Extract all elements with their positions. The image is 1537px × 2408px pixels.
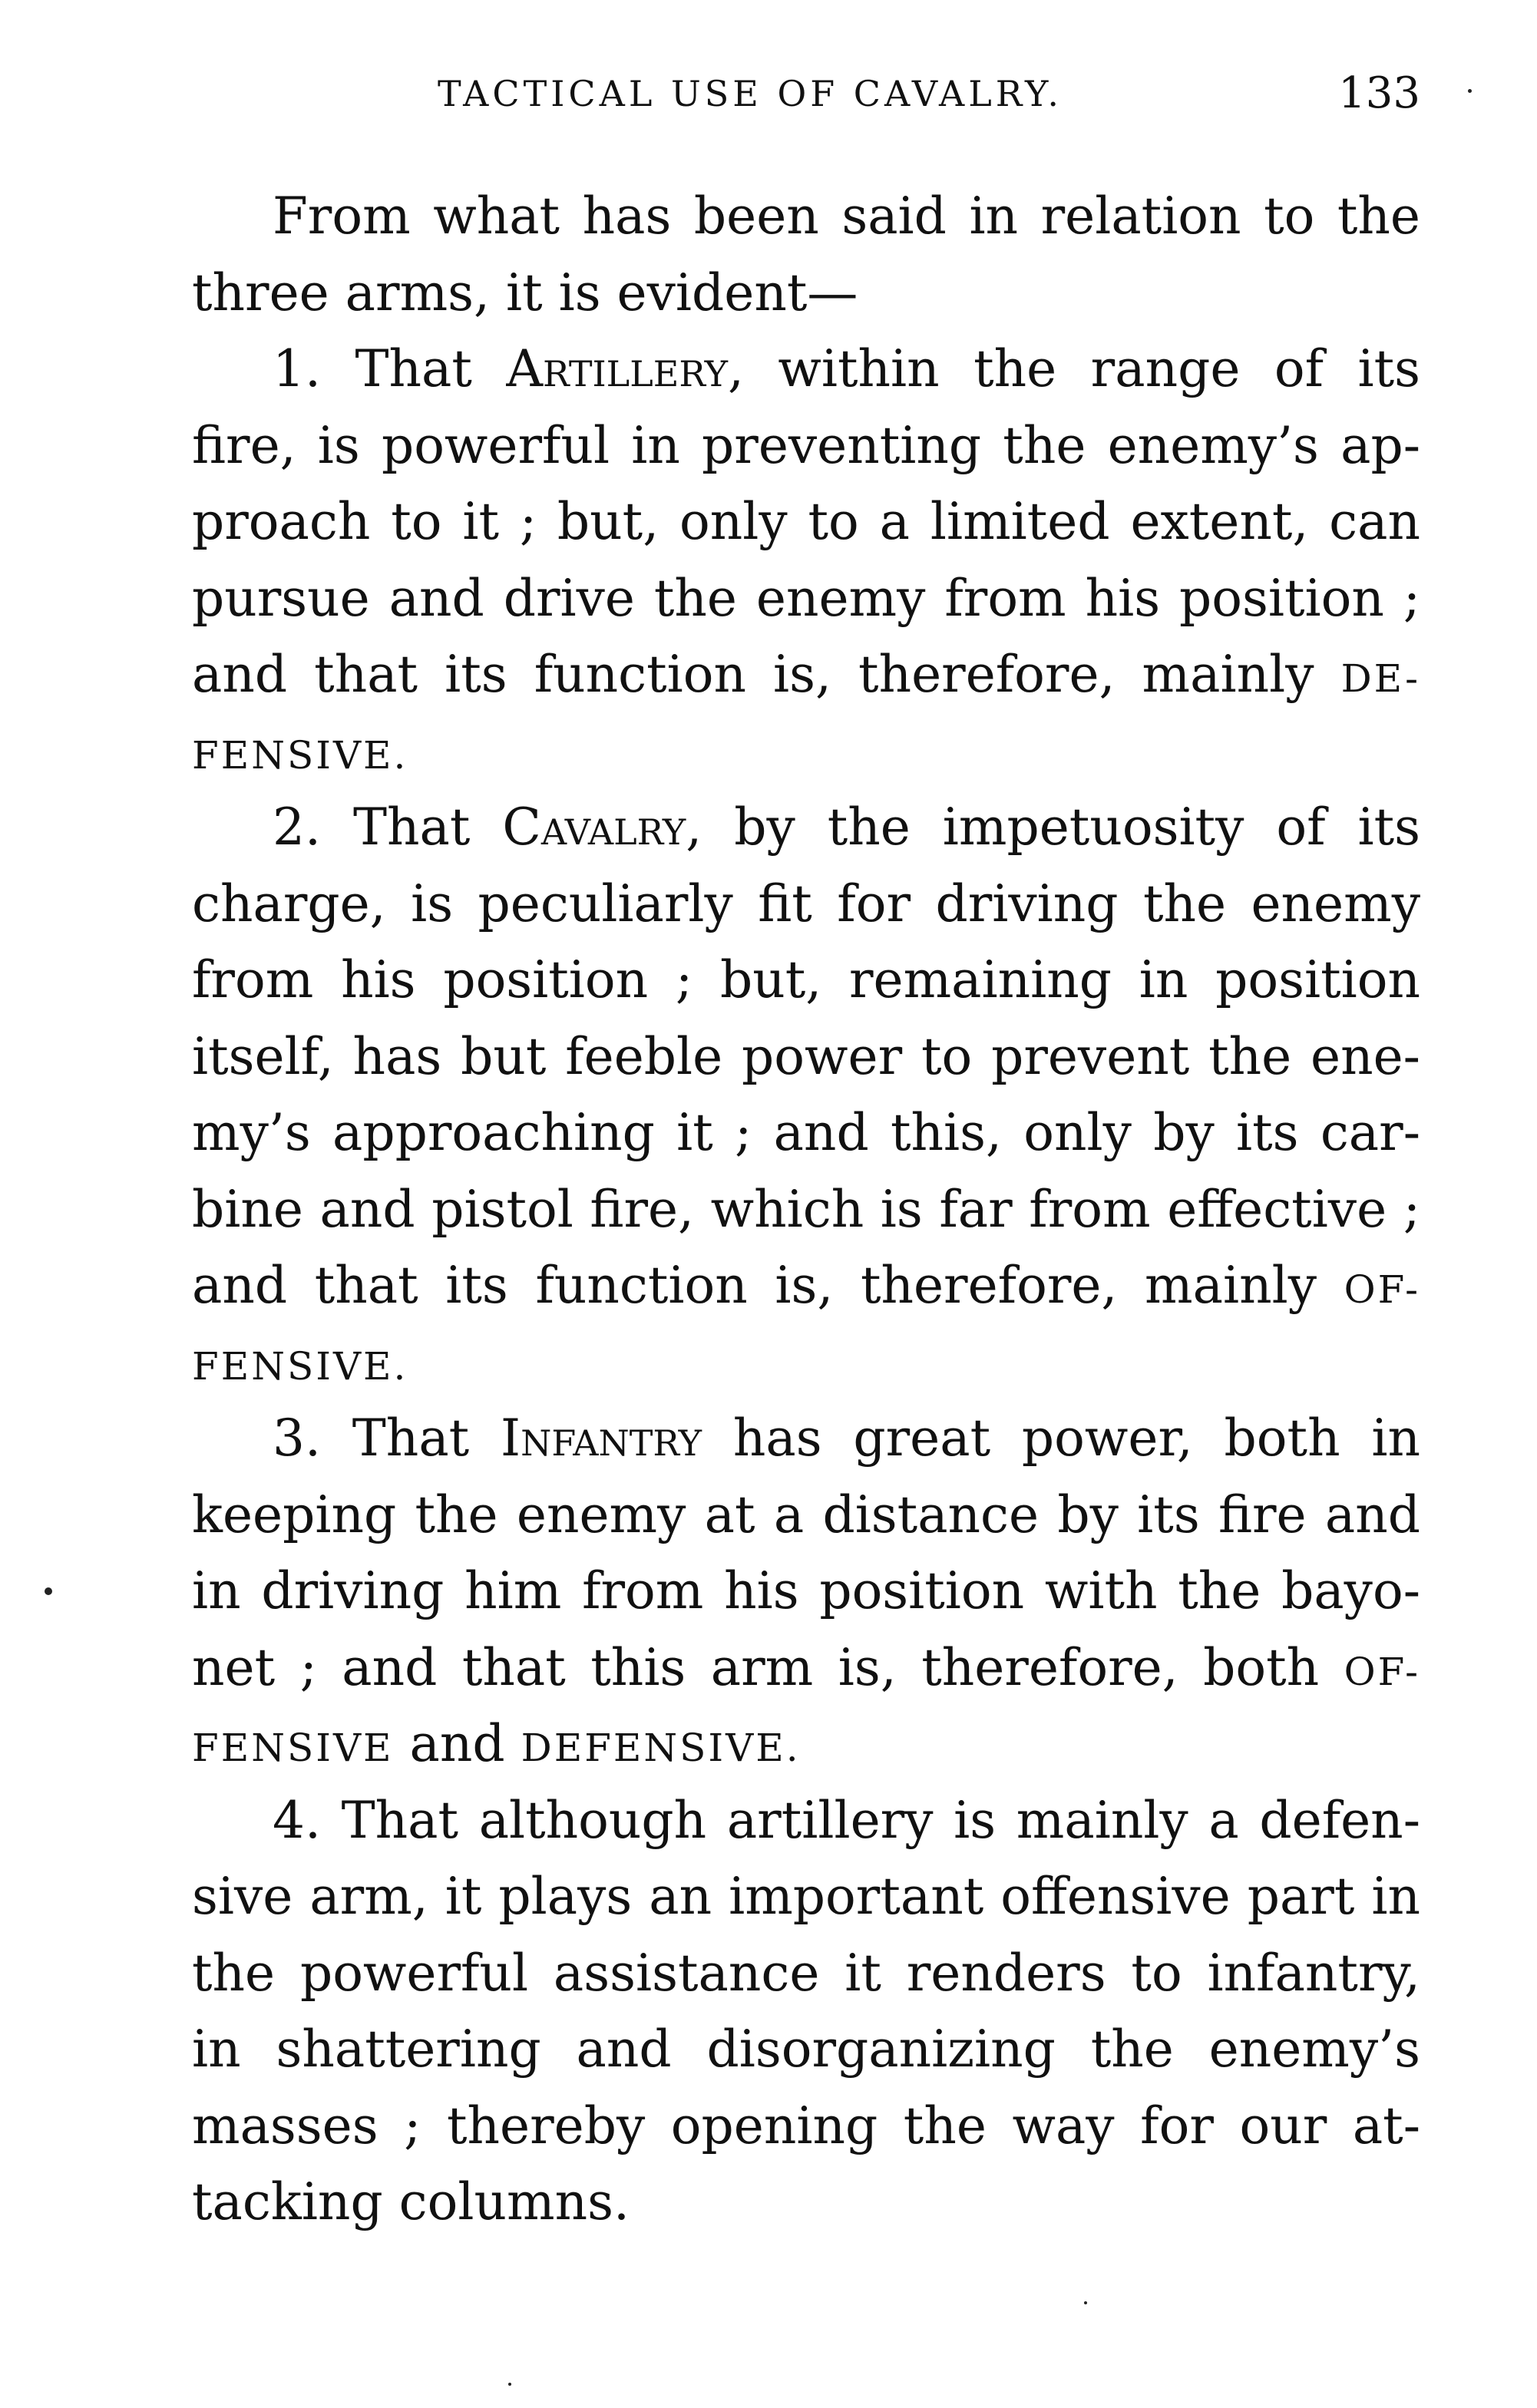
text-line xyxy=(192,636,1420,713)
text-line-rest: has great power, both in xyxy=(702,1409,1421,1468)
text-line: masses ; thereby opening the way for our at- xyxy=(192,2096,1420,2155)
text-line xyxy=(192,1400,1420,1477)
term-offensive-tail: FENSIVE xyxy=(192,1726,394,1770)
text-line: bine and pistol fire, which is far from effective ; xyxy=(192,1179,1420,1239)
text-line xyxy=(192,789,1420,866)
text-line: charge, is peculiarly fit for driving the enemy xyxy=(192,874,1420,933)
print-speck xyxy=(1468,89,1472,93)
text-line-main: and that its function is, therefore, mainly xyxy=(192,1256,1317,1315)
text-and: and xyxy=(393,1714,521,1773)
body-text xyxy=(192,178,1420,2241)
text-line: sive arm, it plays an important offensive part in xyxy=(192,1867,1420,1926)
term-artillery: Artillery xyxy=(506,339,728,398)
term-cavalry: Cavalry xyxy=(502,798,686,857)
term-offensive-break: OF- xyxy=(1344,1267,1420,1312)
text-line-lead: 3. That xyxy=(273,1409,470,1468)
text-line xyxy=(192,713,1420,790)
text-line xyxy=(192,331,1420,408)
text-line-main: and that its function is, therefore, mainly xyxy=(192,645,1314,704)
text-line-rest: , within the range of its xyxy=(727,339,1420,398)
term-defensive-break: DE- xyxy=(1340,656,1420,701)
text-line: the powerful assistance it renders to infantry, xyxy=(192,1943,1420,2003)
text-line-rest: , by the impetuosity of its xyxy=(686,798,1420,857)
text-line: From what has been said in relation to the xyxy=(273,187,1420,246)
text-line: pursue and drive the enemy from his position ; xyxy=(192,568,1420,628)
term-defensive: DEFENSIVE. xyxy=(521,1726,801,1770)
text-line: three arms, it is evident— xyxy=(192,263,858,322)
print-speck xyxy=(508,2383,511,2386)
text-line-lead: 1. That xyxy=(273,339,472,398)
term-infantry: Infantry xyxy=(501,1409,702,1468)
print-speck xyxy=(45,1587,52,1595)
text-line: in driving him from his position with the bayo- xyxy=(192,1561,1420,1620)
term-offensive-tail: FENSIVE. xyxy=(192,1343,408,1389)
text-line: from his position ; but, remaining in position xyxy=(192,950,1420,1009)
page-number: 133 xyxy=(1338,68,1420,118)
text-line: tacking columns. xyxy=(192,2172,630,2231)
text-line: proach to it ; but, only to a limited extent, can xyxy=(192,492,1420,551)
text-line: itself, has but feeble power to prevent the ene- xyxy=(192,1026,1420,1086)
term-defensive-tail: FENSIVE. xyxy=(192,732,408,778)
running-head xyxy=(192,63,1420,124)
text-line: in shattering and disorganizing the enemy’s xyxy=(192,2020,1420,2079)
text-line xyxy=(192,1247,1420,1324)
text-line xyxy=(192,1706,1420,1782)
term-offensive-break: OF- xyxy=(1344,1649,1421,1694)
running-title: TACTICAL USE OF CAVALRY. xyxy=(438,73,1063,114)
text-line: fire, is powerful in preventing the enemy’s ap- xyxy=(192,415,1420,475)
text-line-main: net ; and that this arm is, therefore, both xyxy=(192,1637,1320,1697)
print-speck xyxy=(1084,2301,1087,2304)
text-line xyxy=(192,1630,1420,1706)
text-line xyxy=(192,1324,1420,1401)
text-line: keeping the enemy at a distance by its fire and xyxy=(192,1485,1420,1544)
text-line: 4. That although artillery is mainly a defen- xyxy=(273,1790,1420,1850)
text-line-lead: 2. That xyxy=(273,798,471,857)
text-line: my’s approaching it ; and this, only by its car- xyxy=(192,1103,1420,1162)
